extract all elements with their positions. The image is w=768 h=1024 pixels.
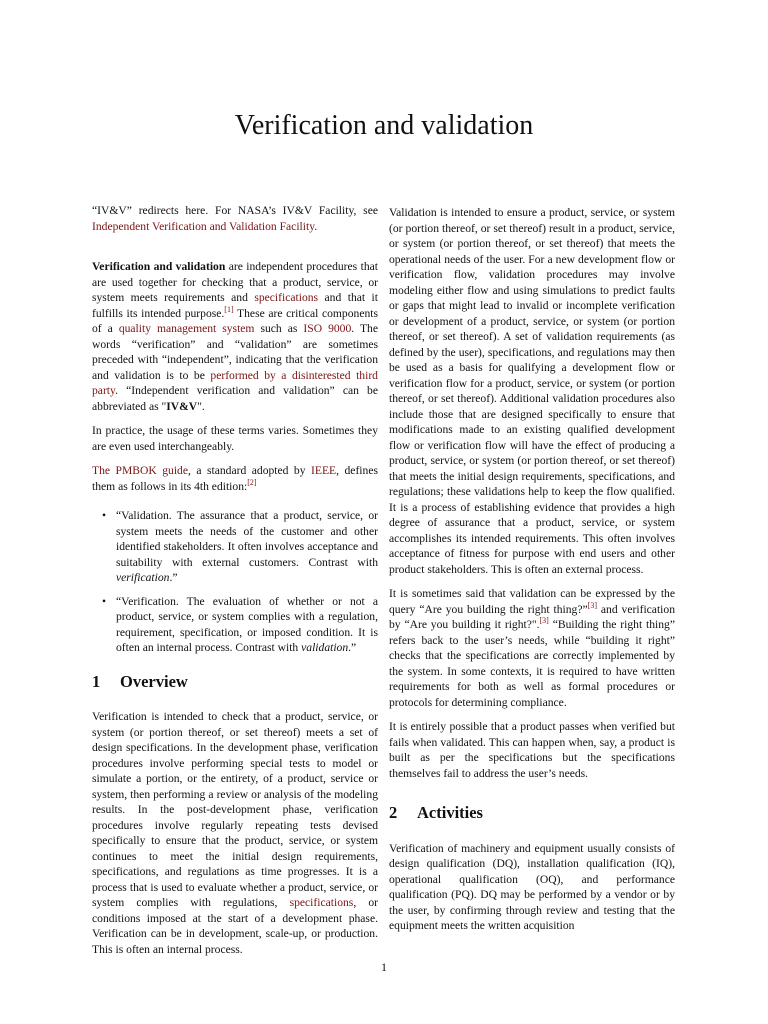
ref-1[interactable]: [1] xyxy=(224,304,234,314)
link-iso-9000[interactable]: ISO 9000 xyxy=(303,322,352,335)
pmbok-paragraph: The PMBOK guide, a standard adopted by IEEE, defines them as follows in its 4th edition:[2] xyxy=(92,464,378,493)
link-pmbok-guide[interactable]: The PMBOK guide xyxy=(92,464,188,477)
definitions-list xyxy=(92,508,378,656)
practice-paragraph: In practice, the usage of these terms varies. Sometimes they are even used interchangeably. xyxy=(92,424,378,453)
link-specifications-2[interactable]: specifications xyxy=(289,896,354,909)
link-quality-management-system[interactable]: quality management system xyxy=(118,322,255,335)
query-paragraph: It is sometimes said that validation can be expressed by the query “Are you building the right thing?”[3] and verification by “Are you building it right?".[3] “Building the right thing” refers back to the user’s needs, while “building it right” checks that the specifications are correctly implemented by the system. In some contexts, it is required to have written requirements for both as well as formal procedures or protocols for determining compliance. xyxy=(389,587,675,709)
lead-term: Verification and validation xyxy=(92,260,226,273)
validation-paragraph: Validation is intended to ensure a product, service, or system (or portion thereof, or set thereof) result in a product, service, or system (or portion thereof, or set thereof) that meets the operational needs of the user. For a new development flow or verification flow, validation procedures may involve modeling either flow and using simulations to predict faults or gaps that might lead to invalid or incomplete verification or development of a product, service, or system (or portion thereof, or set thereof). A set of validation requirements (as defined by the user), specifications, and regulations may then be used as a basis for qualifying a development flow or verification flow for a product, service, or system (or portion thereof, or set thereof). Additional validation procedures also include those that are designed specifically to ensure that modifications made to an existing qualified development flow or verification flow will have the effect of producing a product, service, or system (or portion thereof, or set thereof) that meets the initial design requirements, specifications, and regulations; these validations help to keep the flow qualified. It is a process of establishing evidence that provides a high degree of assurance that a product, service, or system accomplishes its intended requirements. This often involves acceptance of fitness for purpose with end users and other product stakeholders. This is often an external process. xyxy=(389,206,675,576)
link-ieee[interactable]: IEEE xyxy=(311,464,337,477)
ref-3a[interactable]: [3] xyxy=(587,600,597,610)
ref-2[interactable]: [2] xyxy=(247,477,257,487)
list-item: • “Validation. The assurance that a product, service, or system meets the needs of the customer and other identified stakeholders. It often involves acceptance and suitability with external customers. Contrast with verification.” xyxy=(102,509,378,584)
bullet-icon: • xyxy=(102,509,107,522)
ivv-abbrev: IV&V xyxy=(166,399,198,413)
section-heading-overview: 1 Overview xyxy=(92,671,188,691)
ref-3b[interactable]: [3] xyxy=(539,616,549,626)
hatnote-link[interactable]: Independent Verification and Validation Facility xyxy=(92,219,315,233)
link-third-party[interactable]: performed by a disinterested third party xyxy=(92,368,378,397)
activities-paragraph: Verification of machinery and equipment usually consists of design qualification (DQ), installation qualification (IQ), operational qualification (OQ), and performance qualification (PQ). DQ may be performed by a vendor or by the user, by confirming through review and testing that the equipment meets the written acquisition xyxy=(389,841,675,932)
hatnote: “IV&V” redirects here. For NASA’s IV&V Facility, see Independent Verification and Validation Facility. xyxy=(92,204,378,233)
overview-paragraph: Verification is intended to check that a product, service, or system (or portion thereof, or set thereof) meets a set of design specifications. In the development phase, verification procedures involve performing special tests to model or simulate a portion, or the entirety, of a product, service or system, then performing a review or analysis of the modeling results. In the post-development phase, verification procedures involve regularly repeating tests devised specifically to ensure that the product, service, or system continues to meet the initial design requirements, specifications, and regulations as time progresses. It is a process that is used to evaluate whether a product, service, or system complies with regulations, specifications, or conditions imposed at the start of a development phase. Verification can be in development, scale-up, or production. This is often an internal process. xyxy=(92,710,378,956)
right-column xyxy=(389,205,675,943)
page-title: Verification and validation xyxy=(234,110,534,141)
section-heading-activities: 2 Activities xyxy=(389,803,483,822)
left-column xyxy=(92,203,378,966)
possible-paragraph: It is entirely possible that a product passes when verified but fails when validated. This can happen when, say, a product is built as per the specifications but the specifications themselves fail to address the user’s needs. xyxy=(389,720,675,780)
link-specifications[interactable]: specifications xyxy=(254,291,319,304)
list-item: • “Verification. The evaluation of whether or not a product, service, or system complies with a regulation, requirement, specification, or imposed condition. It is often an internal process. Contrast with validation.” xyxy=(102,594,378,654)
page-number: 1 xyxy=(381,960,387,974)
bullet-icon: • xyxy=(102,594,107,608)
intro-paragraph: Verification and validation are independent procedures that are used together for checking that a product, service, or system meets requirements and specifications and that it fulfills its intended purpose.[1] These are critical components of a quality management system such as ISO 9000. The words “verification” and “validation” are sometimes preceded with “independent”, indicating that the verification and validation is to be performed by a disinterested third party. “Independent verification and validation” can be abbreviated as "IV&V". xyxy=(92,260,379,413)
